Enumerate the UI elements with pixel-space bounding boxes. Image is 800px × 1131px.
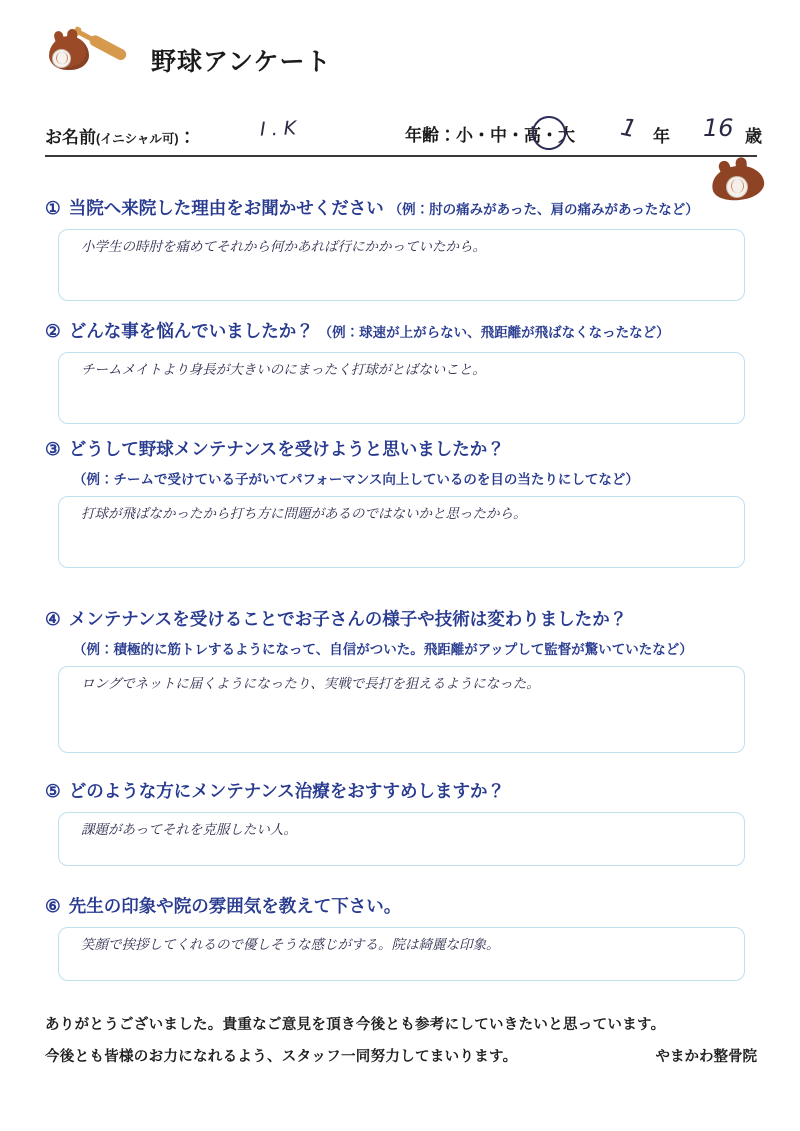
question-text: どのような方にメンテナンス治療をおすすめしますか？ [68, 781, 505, 801]
footer [45, 1013, 757, 1066]
answer-box[interactable] [58, 927, 745, 981]
baseball-glove-decoration-icon [712, 160, 770, 202]
question-text-wrap [69, 320, 757, 344]
question-text-wrap [69, 780, 757, 804]
question-example: （例：チームで受けている子がいてパフォーマンス向上しているのを目の当たりにしてなど） [73, 471, 639, 487]
question-example: （例：肘の痛みがあった、肩の痛みがあったなど） [388, 202, 699, 217]
name-handwritten-value: I . K [259, 117, 297, 141]
age-unit-label: 歳 [745, 127, 762, 146]
baseball-ball-icon [52, 49, 71, 68]
answer-text: ロングでネットに届くようになったり、実戦で長打を狙えるようになった。 [81, 675, 540, 692]
answer-box[interactable] [58, 352, 745, 424]
clinic-name: やまかわ整骨院 [655, 1049, 757, 1065]
page-header [45, 30, 755, 90]
footer-line-1: ありがとうございました。貴重なご意見を頂き今後とも参考にしていきたいと思っています。 [45, 1017, 666, 1033]
question-number: ① [45, 198, 61, 218]
question-example: （例：球速が上がらない、飛距離が飛ばなくなったなど） [318, 325, 670, 340]
question-heading [45, 608, 757, 632]
question-block-2 [45, 320, 757, 424]
answer-text: チームメイトより身長が大きいのにまったく打球がとばないこと。 [81, 361, 486, 378]
baseball-logo [45, 32, 133, 88]
answer-box[interactable] [58, 666, 745, 753]
footer-row [45, 1045, 757, 1066]
question-text-wrap [69, 608, 757, 632]
answer-box[interactable] [58, 229, 745, 301]
question-heading [45, 320, 757, 344]
answer-box[interactable] [58, 812, 745, 866]
answer-text: 小学生の時肘を痛めてそれから何かあれば行にかかっていたから。 [81, 238, 486, 255]
question-text-wrap [69, 197, 757, 221]
answer-text: 課題があってそれを克服したい人。 [81, 821, 297, 838]
question-text: メンテナンスを受けることでお子さんの様子や技術は変わりましたか？ [68, 609, 628, 629]
question-block-5 [45, 780, 757, 866]
question-heading [45, 438, 757, 462]
question-number: ③ [45, 439, 61, 459]
header-divider [45, 155, 757, 157]
identity-row [45, 112, 762, 152]
question-block-1 [45, 197, 757, 301]
age-label: 年齢：小・中・高・大 [405, 126, 575, 145]
age-handwritten-value: 16 [703, 114, 734, 142]
page-title: 野球アンケート [151, 48, 332, 76]
question-text-wrap [69, 438, 757, 462]
question-heading [45, 895, 757, 919]
question-text: 当院へ来院した理由をお聞かせください [68, 198, 384, 218]
name-colon: ： [178, 128, 196, 147]
question-text: どうして野球メンテナンスを受けようと思いましたか？ [68, 439, 505, 459]
question-number: ④ [45, 609, 61, 629]
answer-text: 笑顔で挨拶してくれるので優しそうな感じがする。院は綺麗な印象。 [81, 936, 500, 953]
school-level-circle-mark [530, 114, 568, 152]
answer-text: 打球が飛ばなかったから打ち方に問題があるのではないかと思ったから。 [81, 505, 527, 522]
name-field-group [45, 123, 196, 148]
question-block-6 [45, 895, 757, 981]
question-heading [45, 197, 757, 221]
question-text: どんな事を悩んでいましたか？ [68, 321, 314, 341]
name-label: お名前 [45, 128, 96, 147]
grade-handwritten-value: 1 [618, 112, 640, 144]
question-block-4 [45, 608, 757, 753]
answer-box[interactable] [58, 496, 745, 568]
question-number: ⑤ [45, 781, 61, 801]
question-number: ⑥ [45, 896, 61, 916]
name-label-note: (イニシャル可) [96, 132, 179, 146]
question-text: 先生の印象や院の雰囲気を教えて下さい。 [68, 896, 402, 916]
footer-line-2: 今後とも皆様のお力になれるよう、スタッフ一同努力してまいります。 [45, 1049, 518, 1065]
question-heading [45, 780, 757, 804]
question-block-3 [45, 438, 757, 568]
question-number: ② [45, 321, 61, 341]
year-unit-label: 年 [653, 127, 670, 146]
question-text-wrap [69, 895, 757, 919]
question-example: （例：積極的に筋トレするようになって、自信がついた。飛距離がアップして監督が驚いていたなど） [73, 641, 693, 657]
